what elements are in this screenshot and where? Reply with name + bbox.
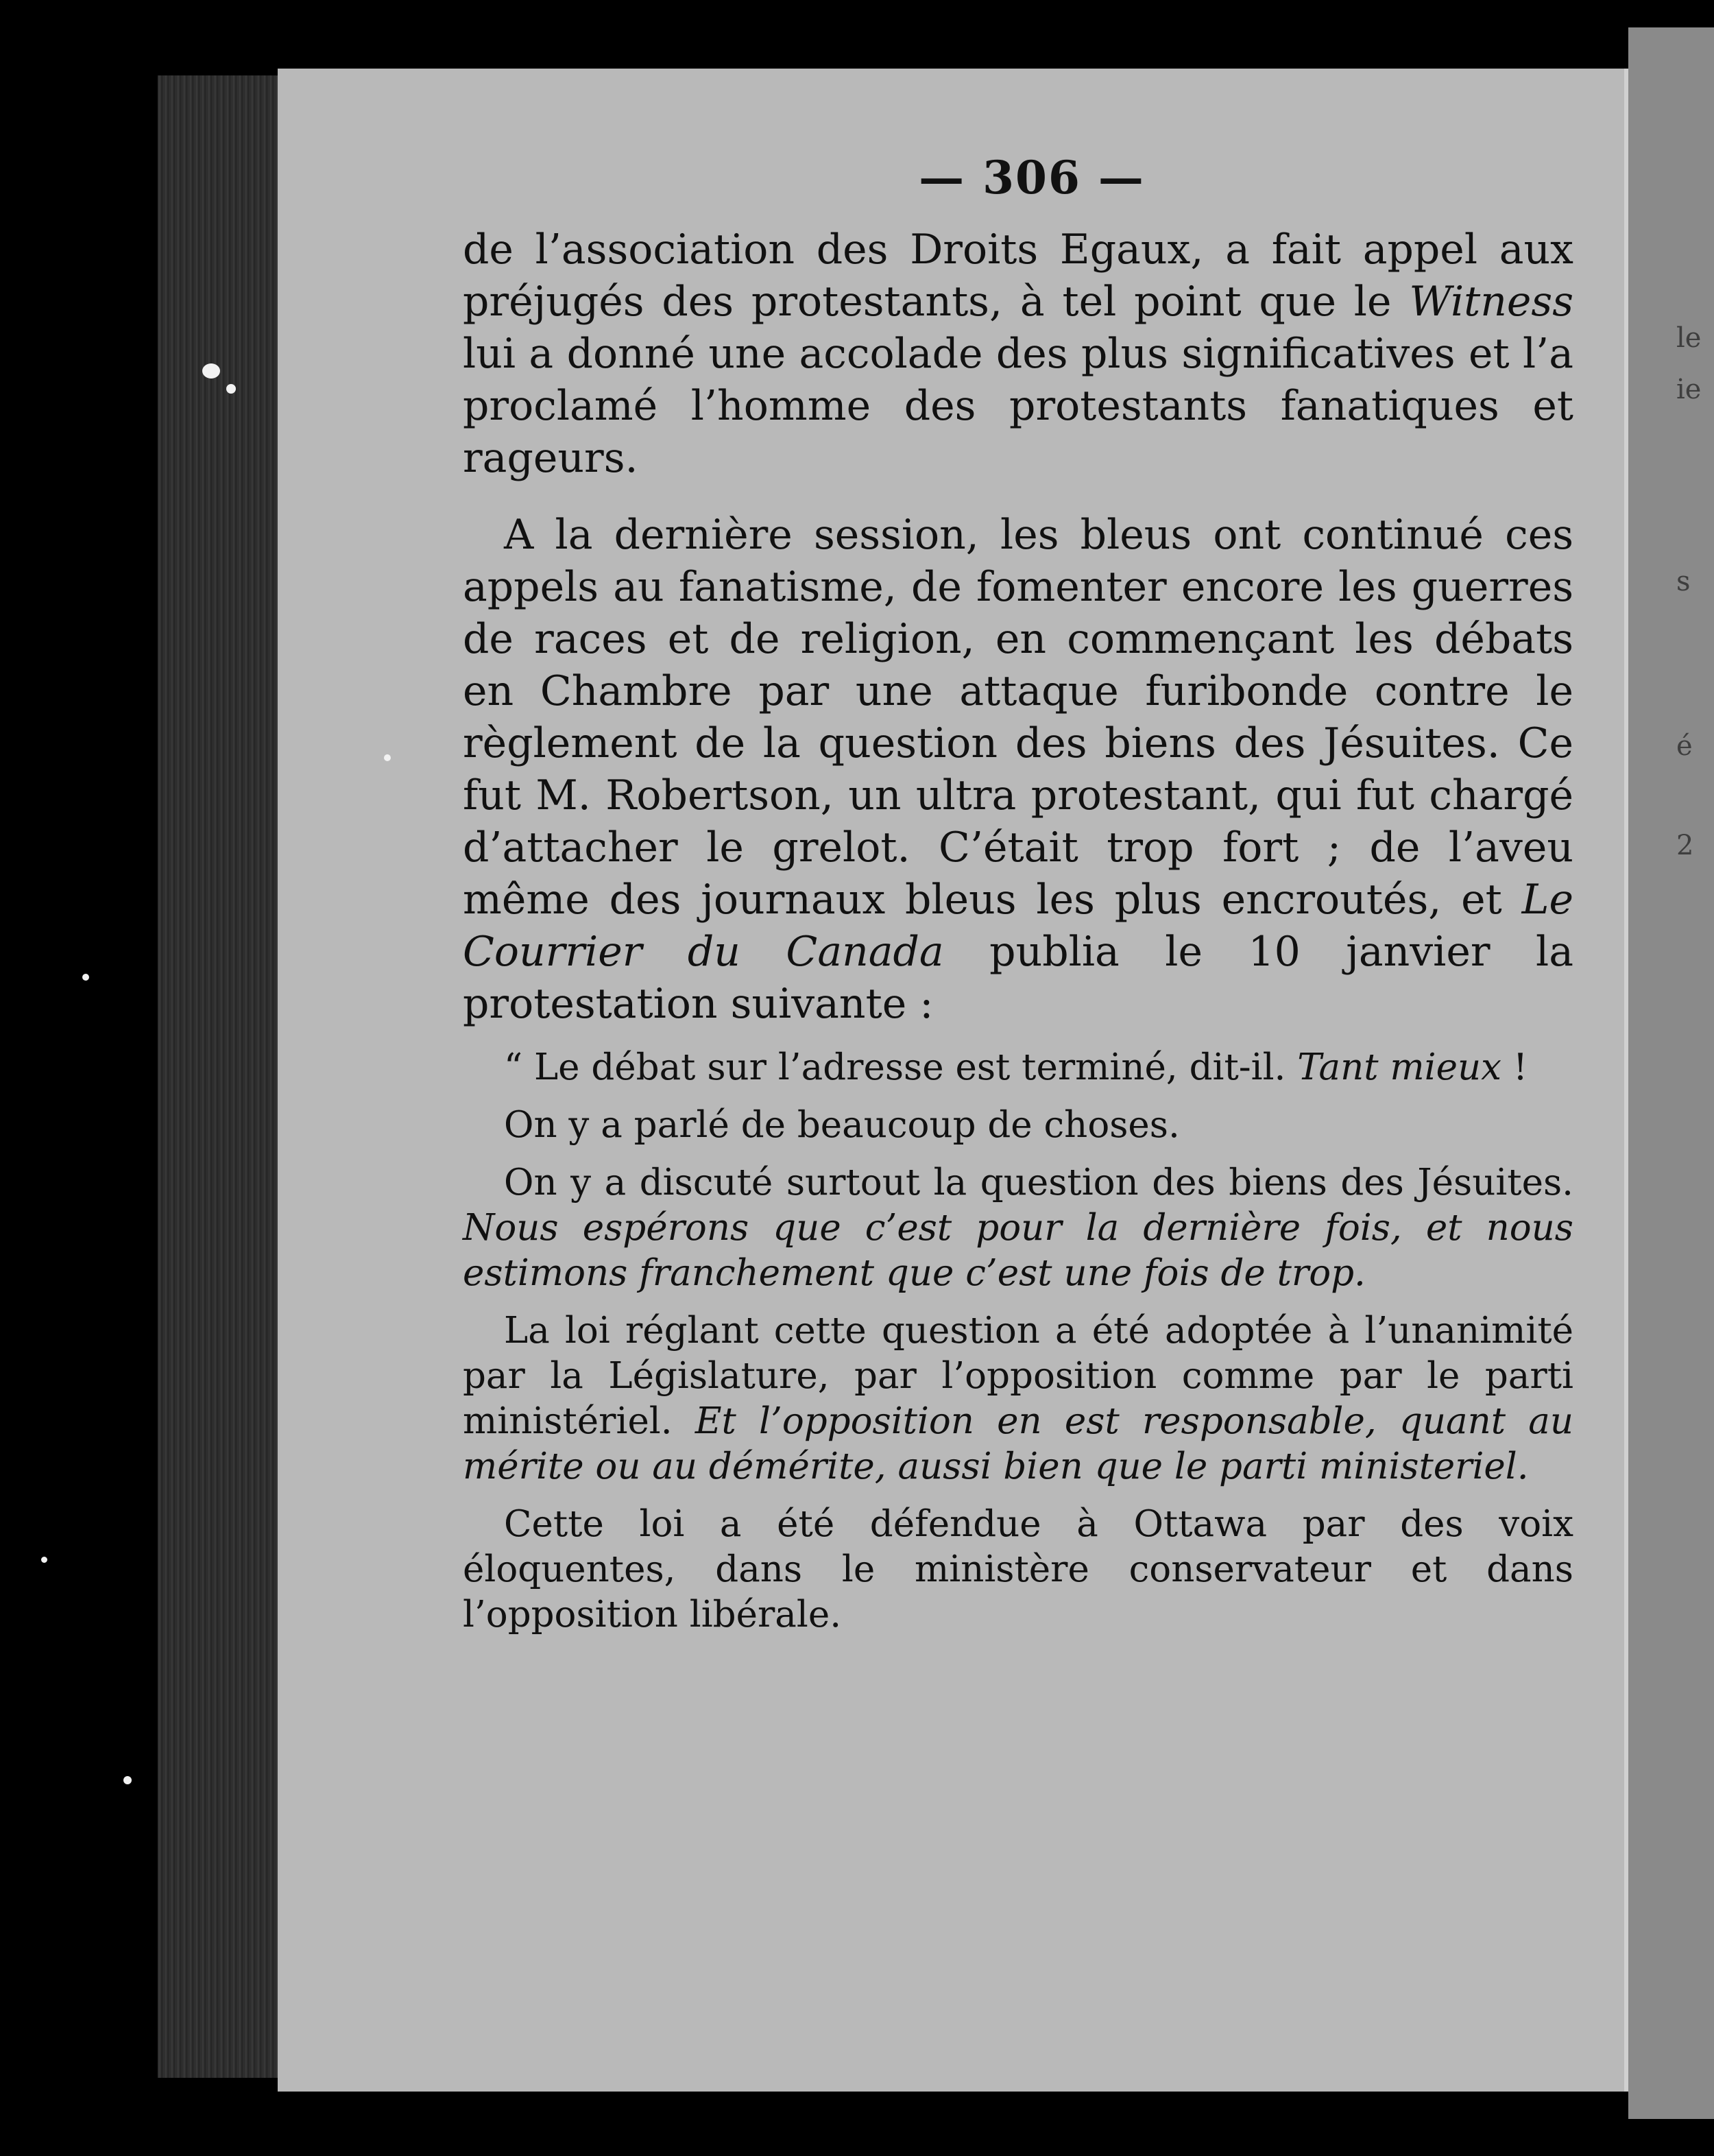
paragraph-italic: Witness — [1409, 278, 1573, 326]
book-spine — [158, 75, 281, 2078]
edge-fragment: le — [1676, 322, 1702, 354]
quote-paragraph-5: Cette loi a été défendue à Ottawa par des voix éloquentes, dans le ministère conservateur et dans l’opposition libérale. — [463, 1503, 1573, 1636]
edge-fragment: é — [1676, 730, 1693, 762]
paragraph-text: publia le 10 janvier la protestation suivante : — [463, 928, 1573, 1028]
scan-speck — [202, 363, 220, 379]
paragraph-1 — [463, 224, 1573, 484]
quote-paragraph-2: On y a parlé de beaucoup de choses. — [504, 1104, 1180, 1146]
quote-paragraph-1 — [463, 1045, 1573, 1090]
scan-speck — [226, 384, 236, 394]
scan-speck — [123, 1776, 132, 1784]
quote-text: La loi réglant cette question a été adoptée à l’unanimité par la Législature, par l’opposition comme par le parti ministériel. — [463, 1310, 1573, 1442]
page-text — [463, 151, 1573, 1638]
quote-italic: Nous espérons que c’est pour la dernière fois, et nous estimons franchement que c’est une fois de trop. — [463, 1207, 1573, 1294]
quote-italic: Et l’opposition en est responsable, quant au mérite ou au démérite, aussi bien que le parti ministeriel. — [463, 1400, 1573, 1487]
quote-text: On y a discuté surtout la question des biens des Jésuites. — [504, 1162, 1573, 1203]
book-page — [278, 69, 1628, 2092]
edge-fragment: ie — [1676, 374, 1702, 405]
edge-fragment: s — [1676, 566, 1691, 597]
page-number: — 306 — — [919, 151, 1145, 204]
paragraph-italic: Le Courrier du Canada — [463, 876, 1573, 976]
scan-speck — [41, 1557, 47, 1563]
paragraph-text: de l’association des Droits Egaux, a fait appel aux préjugés des protestants, à tel point que le — [463, 226, 1573, 326]
edge-fragment: 2 — [1676, 830, 1694, 861]
paragraph-text: lui a donné une accolade des plus significatives et l’a proclamé l’homme des protestants fanatiques et rageurs. — [463, 330, 1573, 482]
next-page-edge — [1628, 27, 1714, 2119]
quote-paragraph-4 — [463, 1308, 1573, 1489]
paragraph-text: A la dernière session, les bleus ont continué ces appels au fanatisme, de fomenter encore les guerres de races et de religion, en commençant les débats en Chambre par une attaque furibonde contre le règlement de la question des biens des Jésuites. Ce fut M. Robertson, un ultra protestant, qui fut chargé d’attacher le grelot. C’était trop fort ; de l’aveu même des journaux bleus les plus encroutés, et — [463, 511, 1573, 924]
quote-text: “ Le débat sur l’adresse est terminé, dit-il. — [504, 1046, 1298, 1088]
paragraph-2 — [463, 509, 1573, 1030]
quote-text: ! — [1501, 1046, 1528, 1088]
quote-italic: Tant mieux — [1297, 1046, 1501, 1088]
scan-speck — [82, 974, 89, 981]
scan-speck — [384, 754, 391, 761]
quote-paragraph-3 — [463, 1160, 1573, 1296]
